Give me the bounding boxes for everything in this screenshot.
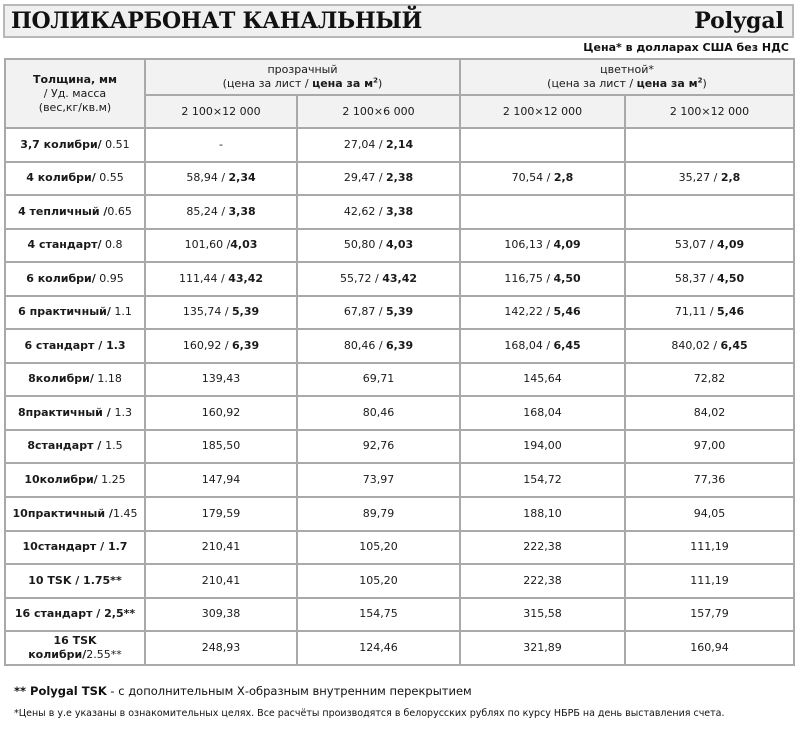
price-cell: 160,92 — [145, 396, 297, 430]
price-cell: 116,75 / 4,50 — [460, 262, 625, 296]
thickness-cell: 8практичный / 1.3 — [5, 396, 145, 430]
size-header: 2 100×6 000 — [297, 95, 460, 128]
thickness-cell: 10стандарт / 1.7 — [5, 531, 145, 565]
thickness-header-line: Толщина, мм — [33, 72, 117, 86]
price-cell: 58,37 / 4,50 — [625, 262, 794, 296]
price-cell: 27,04 / 2,14 — [297, 128, 460, 162]
thickness-cell: 6 колибри/ 0.95 — [5, 262, 145, 296]
size-header: 2 100×12 000 — [145, 95, 297, 128]
price-cell: - — [145, 128, 297, 162]
thickness-cell: 10практичный /1.45 — [5, 497, 145, 531]
table-row — [5, 430, 794, 464]
price-cell: 101,60 /4,03 — [145, 229, 297, 263]
group-header-transparent — [145, 59, 460, 95]
size-header: 2 100×12 000 — [460, 95, 625, 128]
group-name: цветной* — [600, 63, 654, 76]
price-cell: 185,50 — [145, 430, 297, 464]
price-cell: 72,82 — [625, 363, 794, 397]
thickness-header — [5, 59, 145, 128]
group-price-note: (цена за лист / цена за $м^2$) — [547, 76, 707, 90]
mass-header-line: / Уд. масса — [43, 86, 107, 100]
price-cell — [460, 128, 625, 162]
price-cell: 94,05 — [625, 497, 794, 531]
thickness-cell: 8колибри/ 1.18 — [5, 363, 145, 397]
price-cell: 145,64 — [460, 363, 625, 397]
brand-name: Polygal — [694, 8, 784, 34]
price-cell: 139,43 — [145, 363, 297, 397]
table-row — [5, 162, 794, 196]
price-cell: 92,76 — [297, 430, 460, 464]
table-row — [5, 262, 794, 296]
page-title: ПОЛИКАРБОНАТ КАНАЛЬНЫЙ — [11, 8, 423, 34]
price-cell: 157,79 — [625, 598, 794, 632]
table-row — [5, 497, 794, 531]
unit-header-line: (вес,кг/кв.м) — [38, 100, 112, 114]
thickness-cell: 4 колибри/ 0.55 — [5, 162, 145, 196]
price-cell: 67,87 / 5,39 — [297, 296, 460, 330]
price-cell: 111,19 — [625, 564, 794, 598]
price-cell: 50,80 / 4,03 — [297, 229, 460, 263]
table-row — [5, 531, 794, 565]
group-price-note: (цена за лист / цена за $м^2$) — [222, 76, 383, 90]
price-cell: 168,04 — [460, 396, 625, 430]
price-cell: 84,02 — [625, 396, 794, 430]
table-row — [5, 296, 794, 330]
price-cell: 111,44 / 43,42 — [145, 262, 297, 296]
price-cell: 179,59 — [145, 497, 297, 531]
thickness-cell: 3,7 колибри/ 0.51 — [5, 128, 145, 162]
thickness-cell: 16 TSK колибри/2.55** — [5, 631, 145, 665]
title-bar — [3, 4, 794, 38]
price-cell: 80,46 — [297, 396, 460, 430]
table-row — [5, 195, 794, 229]
price-cell: 42,62 / 3,38 — [297, 195, 460, 229]
group-name: прозрачный — [267, 63, 338, 76]
price-cell: 154,75 — [297, 598, 460, 632]
price-cell: 85,24 / 3,38 — [145, 195, 297, 229]
table-row — [5, 598, 794, 632]
price-cell: 70,54 / 2,8 — [460, 162, 625, 196]
price-cell — [625, 195, 794, 229]
price-cell: 89,79 — [297, 497, 460, 531]
price-cell: 840,02 / 6,45 — [625, 329, 794, 363]
price-cell: 105,20 — [297, 531, 460, 565]
thickness-cell: 4 стандарт/ 0.8 — [5, 229, 145, 263]
price-cell: 58,94 / 2,34 — [145, 162, 297, 196]
thickness-cell: 10 TSK / 1.75** — [5, 564, 145, 598]
price-cell: 154,72 — [460, 463, 625, 497]
price-cell: 194,00 — [460, 430, 625, 464]
table-row — [5, 463, 794, 497]
price-cell: 135,74 / 5,39 — [145, 296, 297, 330]
price-cell — [460, 195, 625, 229]
price-cell: 80,46 / 6,39 — [297, 329, 460, 363]
table-row — [5, 229, 794, 263]
table-row — [5, 396, 794, 430]
price-cell: 124,46 — [297, 631, 460, 665]
tsk-footnote: ** Polygal TSK - с дополнительным Х-образным внутренним перекрытием — [14, 684, 472, 698]
price-table — [4, 58, 795, 666]
size-header: 2 100×12 000 — [625, 95, 794, 128]
price-cell: 69,71 — [297, 363, 460, 397]
price-cell: 29,47 / 2,38 — [297, 162, 460, 196]
header-row-groups — [5, 59, 794, 95]
price-cell: 111,19 — [625, 531, 794, 565]
price-cell: 77,36 — [625, 463, 794, 497]
table-row — [5, 363, 794, 397]
table-row — [5, 631, 794, 665]
price-cell — [625, 128, 794, 162]
price-cell: 106,13 / 4,09 — [460, 229, 625, 263]
price-cell: 160,92 / 6,39 — [145, 329, 297, 363]
table-row — [5, 329, 794, 363]
thickness-cell: 6 практичный/ 1.1 — [5, 296, 145, 330]
thickness-cell: 8стандарт / 1.5 — [5, 430, 145, 464]
thickness-cell: 16 стандарт / 2,5** — [5, 598, 145, 632]
price-cell: 309,38 — [145, 598, 297, 632]
thickness-cell: 10колибри/ 1.25 — [5, 463, 145, 497]
price-cell: 248,93 — [145, 631, 297, 665]
price-cell: 222,38 — [460, 531, 625, 565]
price-cell: 35,27 / 2,8 — [625, 162, 794, 196]
price-cell: 210,41 — [145, 531, 297, 565]
currency-note: Цена* в долларах США без НДС — [583, 41, 789, 54]
disclaimer-footnote: *Цены в у.е указаны в ознакомительных целях. Все расчёты производятся в белорусских рублях по курсу НБРБ на день выставления счета. — [14, 708, 725, 719]
price-cell: 105,20 — [297, 564, 460, 598]
price-cell: 53,07 / 4,09 — [625, 229, 794, 263]
price-cell: 73,97 — [297, 463, 460, 497]
price-cell: 321,89 — [460, 631, 625, 665]
price-cell: 168,04 / 6,45 — [460, 329, 625, 363]
price-cell: 142,22 / 5,46 — [460, 296, 625, 330]
price-cell: 160,94 — [625, 631, 794, 665]
price-cell: 210,41 — [145, 564, 297, 598]
price-cell: 55,72 / 43,42 — [297, 262, 460, 296]
thickness-cell: 4 тепличный /0.65 — [5, 195, 145, 229]
table-row — [5, 128, 794, 162]
thickness-cell: 6 стандарт / 1.3 — [5, 329, 145, 363]
price-cell: 97,00 — [625, 430, 794, 464]
price-cell: 315,58 — [460, 598, 625, 632]
group-header-colored — [460, 59, 794, 95]
table-row — [5, 564, 794, 598]
price-cell: 222,38 — [460, 564, 625, 598]
price-cell: 147,94 — [145, 463, 297, 497]
price-cell: 71,11 / 5,46 — [625, 296, 794, 330]
price-cell: 188,10 — [460, 497, 625, 531]
